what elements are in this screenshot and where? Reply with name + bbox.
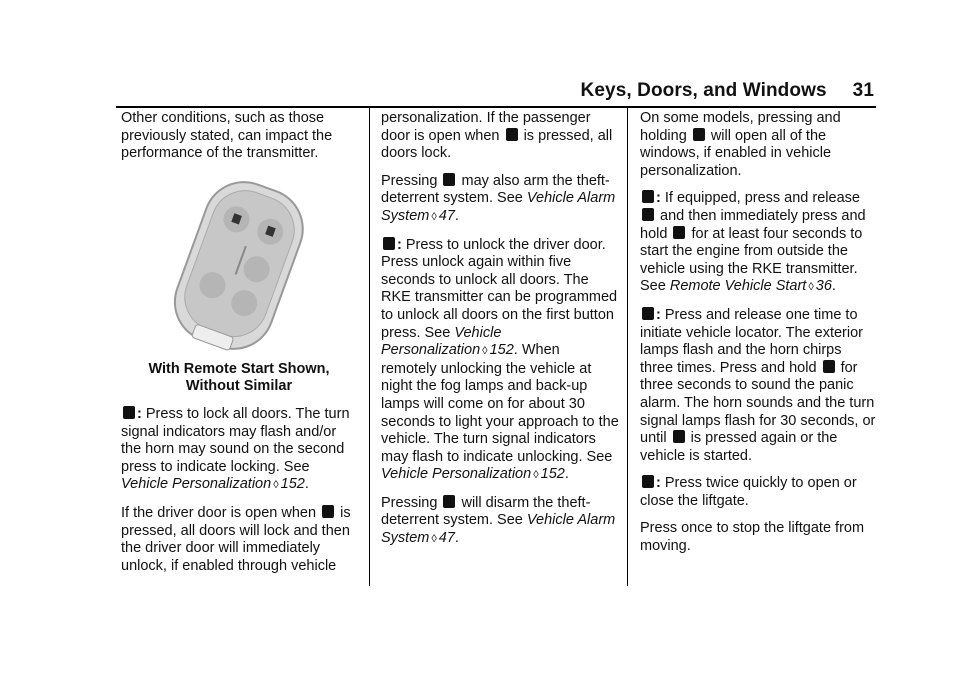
header-rule (116, 106, 876, 108)
page-number: 31 (852, 80, 874, 101)
paragraph: Press once to stop the liftgate from moving. (640, 520, 865, 555)
page-ref-icon: ◊ (273, 479, 279, 492)
remote-start-icon (673, 226, 685, 239)
figure-caption: With Remote Start Shown, Without Similar (148, 360, 330, 395)
page-ref-icon: ◊ (533, 469, 539, 482)
page-ref: 152 (489, 342, 514, 359)
paragraph: Pressing will disarm the theft-deterrent system. See Vehicle Alarm System ◊ 47. (381, 494, 616, 547)
liftgate-icon (642, 475, 654, 488)
page-ref: 152 (280, 476, 305, 493)
lock-description: : Press to lock all doors. The turn signal indicators may flash and/or the horn may sound on the second press to indicate locking. See Vehicle Personalization ◊ 152. (121, 405, 350, 493)
cross-reference-link[interactable]: Vehicle Alarm System (381, 512, 616, 547)
page-ref-icon: ◊ (808, 281, 814, 294)
page-header (581, 80, 874, 102)
unlock-icon (383, 237, 395, 250)
paragraph: On some models, pressing and holding will open all of the windows, if enabled in vehicle personalization. (640, 110, 841, 179)
page-ref: 152 (540, 466, 565, 483)
cross-reference-link[interactable]: Remote Vehicle Start (669, 278, 807, 295)
remote-start-icon (642, 190, 654, 203)
cross-reference-link[interactable]: Vehicle Personalization (121, 476, 272, 493)
key-fob-illustration (149, 175, 329, 355)
lock-icon (322, 505, 334, 518)
lock-icon (506, 128, 518, 141)
panic-description: : Press and release one time to initiate vehicle locator. The exterior lamps flash and the horn chirps three times. Press and hold for three seconds to sound the panic alarm. The horn sounds and the turn signal lamps flash for 30 seconds, or until is pressed again or the vehicle is started. (640, 306, 876, 464)
lock-icon (123, 406, 135, 419)
cross-reference-link[interactable]: Vehicle Alarm System (381, 190, 616, 224)
column-1 (121, 110, 357, 585)
paragraph: Other conditions, such as those previously stated, can impact the performance of the transmitter. (121, 110, 333, 162)
liftgate-description: : Press twice quickly to open or close the liftgate. (640, 475, 857, 509)
remote-start-description: : If equipped, press and release and then immediately press and hold for at least four seconds to start the engine from outside the vehicle using the RKE transmitter. See Remote Vehicle Start ◊ 36. (640, 190, 866, 295)
unlock-icon (443, 495, 455, 508)
page-ref: 47 (438, 207, 455, 224)
paragraph: personalization. If the passenger door is open when is pressed, all doors lock. (381, 110, 613, 162)
unlock-icon (693, 128, 705, 141)
column-divider-1 (369, 108, 370, 586)
lock-icon (443, 173, 455, 186)
unlock-description: : Press to unlock the driver door. Press unlock again within five seconds to unlock all doors. The RKE transmitter can be programmed to unlock all doors on the first button press. See Vehicle Personalization ◊ 152. When remotely unlocking the vehicle at night the fog lamps and back-up lamps will come on for about 30 seconds to light your approach to the vehicle. The turn signal indicators may flash to indicate unlocking. See Vehicle Personalization ◊ 152. (381, 236, 619, 483)
column-2 (381, 110, 619, 559)
section-title: Keys, Doors, and Windows (580, 80, 827, 101)
paragraph: If the driver door is open when is pressed, all doors will lock and then the driver door will immediately unlock, if enabled through vehicle (121, 504, 351, 574)
column-3 (640, 110, 876, 566)
page-ref-icon: ◊ (482, 345, 488, 358)
column-divider-2 (627, 108, 628, 586)
page-ref-icon: ◊ (431, 533, 437, 546)
page-ref-icon: ◊ (431, 210, 437, 223)
vehicle-locator-icon (642, 307, 654, 320)
lock-icon (642, 208, 654, 221)
page-ref: 47 (438, 530, 455, 547)
cross-reference-link[interactable]: Vehicle Personalization (381, 324, 502, 359)
page-ref: 36 (815, 278, 832, 295)
vehicle-locator-icon (823, 360, 835, 373)
paragraph: Pressing may also arm the theft-deterrent system. See Vehicle Alarm System ◊ 47. (381, 172, 616, 224)
cross-reference-link[interactable]: Vehicle Personalization (381, 466, 532, 483)
vehicle-locator-icon (673, 430, 685, 443)
